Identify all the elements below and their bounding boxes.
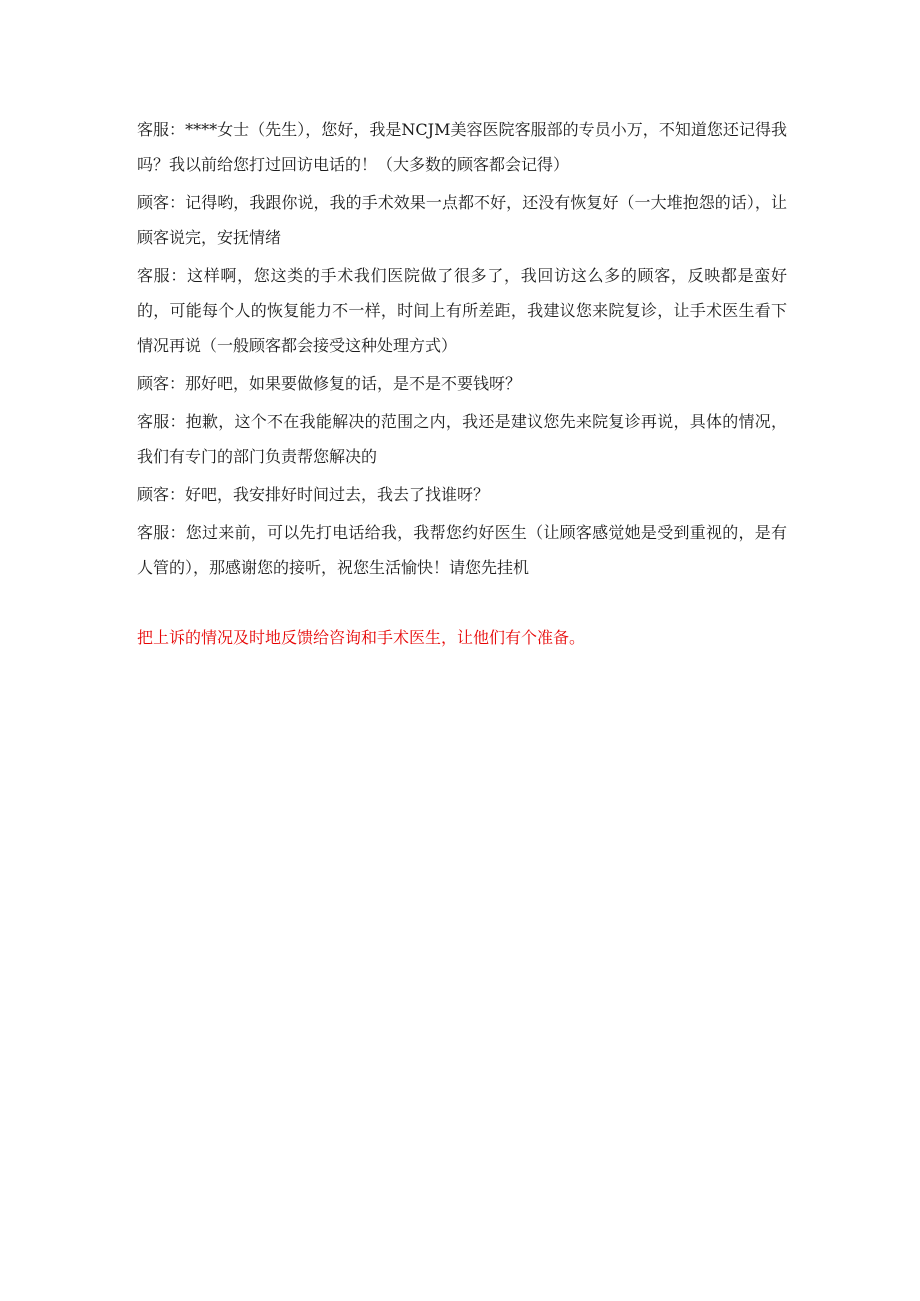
dialogue-script xyxy=(137,112,787,588)
dialogue-line-service-closing: 客服：您过来前，可以先打电话给我，我帮您约好医生（让顾客感觉她是受到重视的，是有人管的），那感谢您的接听，祝您生活愉快！请您先挂机 xyxy=(137,523,787,577)
dialogue-line-service-greeting: 客服：****女士（先生），您好，我是NCJM美容医院客服部的专员小万，不知道您还记得我吗？我以前给您打过回访电话的！（大多数的顾客都会记得） xyxy=(137,120,787,174)
dialogue-line-customer-ask-cost: 顾客：那好吧，如果要做修复的话，是不是不要钱呀？ xyxy=(137,374,522,393)
dialogue-line-customer-ask-contact: 顾客：好吧，我安排好时间过去，我去了找谁呀？ xyxy=(137,485,490,504)
dialogue-line-service-suggest-revisit: 客服：这样啊，您这类的手术我们医院做了很多了，我回访这么多的顾客，反映都是蛮好的，可能每个人的恢复能力不一样，时间上有所差距，我建议您来院复诊，让手术医生看下情况再说（一般顾客都会接受这种处理方式） xyxy=(137,266,787,355)
feedback-note: 把上诉的情况及时地反馈给咨询和手术医生，让他们有个准备。 xyxy=(137,628,586,647)
dialogue-line-service-apology: 客服：抱歉，这个不在我能解决的范围之内，我还是建议您先来院复诊再说，具体的情况，我们有专门的部门负责帮您解决的 xyxy=(137,412,787,466)
dialogue-line-customer-complaint: 顾客：记得哟，我跟你说，我的手术效果一点都不好，还没有恢复好（一大堆抱怨的话），让顾客说完，安抚情绪 xyxy=(137,193,787,247)
